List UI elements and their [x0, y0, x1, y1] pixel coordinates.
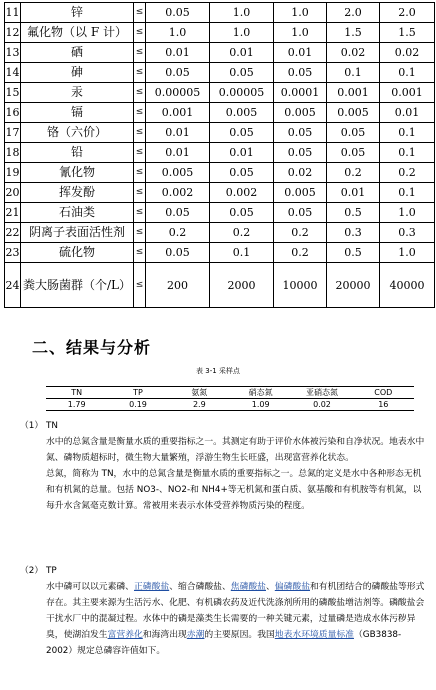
section-tn [20, 418, 426, 514]
sample-table-caption: 表 3-1 采样点 [196, 367, 240, 375]
limit-value-class-1: 0.05 [146, 63, 210, 83]
standard-row [5, 223, 435, 243]
substance-name: 阴离子表面活性剂 [21, 223, 134, 243]
section-tp-title: TP [46, 566, 57, 576]
tp-text-1: 水中磷可以以元素磷、 [46, 582, 134, 592]
limit-value-class-1: 1.0 [146, 23, 210, 43]
row-number: 21 [5, 203, 21, 223]
link-orthophosphate[interactable]: 正磷酸盐 [133, 582, 170, 592]
limit-value-class-1: 0.001 [146, 103, 210, 123]
limit-value-class-5: 0.01 [380, 103, 435, 123]
limit-symbol: ≤ [134, 163, 146, 183]
sample-value-cell: 1.09 [230, 399, 291, 411]
limit-value-class-4: 0.02 [327, 43, 380, 63]
section-tn-paragraph-1: 水中的总氮含量是衡量水质的重要指标之一。其测定有助于评价水体被污染和自净状况。地表水中氮、磷物质超标时，微生物大量繁殖，浮游生物生长旺盛，出现富营养化状态。 [46, 437, 425, 463]
limit-value-class-2: 0.01 [210, 43, 274, 63]
tp-text-2: 、缩合磷酸盐、 [169, 582, 231, 592]
sample-results-table [46, 386, 414, 411]
limit-symbol: ≤ [134, 103, 146, 123]
standard-row [5, 243, 435, 263]
sample-header-cell: 硝态氮 [230, 387, 291, 399]
sample-header-cell: TN [46, 387, 107, 399]
row-number: 17 [5, 123, 21, 143]
limit-value-class-5: 0.001 [380, 83, 435, 103]
sample-header-cell: COD [353, 387, 414, 399]
limit-symbol: ≤ [134, 143, 146, 163]
limit-value-class-4: 2.0 [327, 3, 380, 23]
standard-row [5, 63, 435, 83]
section-tp-paragraph [46, 579, 426, 659]
limit-value-class-1: 0.01 [146, 43, 210, 63]
substance-name: 氰化物 [21, 163, 134, 183]
limit-value-class-4: 0.3 [327, 223, 380, 243]
standard-row [5, 3, 435, 23]
row-number: 11 [5, 3, 21, 23]
standard-row [5, 103, 435, 123]
limit-value-class-2: 0.05 [210, 163, 274, 183]
substance-name: 锌 [21, 3, 134, 23]
limit-value-class-5: 1.5 [380, 23, 435, 43]
limit-value-class-3: 1.0 [274, 3, 327, 23]
limit-value-class-3: 1.0 [274, 23, 327, 43]
limit-value-class-3: 0.02 [274, 163, 327, 183]
limit-value-class-2: 0.2 [210, 223, 274, 243]
limit-value-class-1: 0.2 [146, 223, 210, 243]
section-tn-number: （1） [20, 421, 44, 431]
limit-value-class-2: 0.01 [210, 143, 274, 163]
limit-value-class-4: 0.5 [327, 243, 380, 263]
row-number: 15 [5, 83, 21, 103]
row-number: 19 [5, 163, 21, 183]
limit-value-class-4: 0.001 [327, 83, 380, 103]
limit-value-class-5: 1.0 [380, 243, 435, 263]
limit-symbol: ≤ [134, 43, 146, 63]
limit-symbol: ≤ [134, 83, 146, 103]
standard-row [5, 23, 435, 43]
standard-row [5, 43, 435, 63]
limit-symbol: ≤ [134, 123, 146, 143]
limit-value-class-4: 20000 [327, 263, 380, 308]
limit-value-class-2: 0.05 [210, 63, 274, 83]
limit-value-class-4: 0.05 [327, 123, 380, 143]
sample-table-header-row [46, 387, 414, 399]
limit-value-class-4: 0.1 [327, 63, 380, 83]
link-metaphosphate[interactable]: 偏磷酸盐 [274, 582, 310, 592]
section-tp [20, 563, 426, 659]
row-number: 14 [5, 63, 21, 83]
limit-symbol: ≤ [134, 223, 146, 243]
substance-name: 汞 [21, 83, 134, 103]
sample-value-cell: 2.9 [169, 399, 230, 411]
sample-header-cell: 氨氮 [169, 387, 230, 399]
row-number: 13 [5, 43, 21, 63]
sample-value-cell: 0.19 [107, 399, 168, 411]
sample-value-cell: 0.02 [291, 399, 352, 411]
limit-value-class-2: 2000 [210, 263, 274, 308]
section-tn-title: TN [46, 421, 58, 431]
substance-name: 镉 [21, 103, 134, 123]
substance-name: 铬（六价） [21, 123, 134, 143]
limit-value-class-4: 0.01 [327, 183, 380, 203]
limit-value-class-3: 0.005 [274, 103, 327, 123]
limit-value-class-5: 0.1 [380, 183, 435, 203]
substance-name: 硫化物 [21, 243, 134, 263]
link-pyrophosphate[interactable]: 焦磷酸盐 [230, 582, 266, 592]
limit-value-class-4: 0.5 [327, 203, 380, 223]
tp-text-5: 和海湾出现 [142, 630, 187, 640]
limit-value-class-5: 40000 [380, 263, 435, 308]
limit-value-class-5: 0.1 [380, 63, 435, 83]
limit-symbol: ≤ [134, 183, 146, 203]
limit-value-class-1: 0.05 [146, 3, 210, 23]
link-eutrophication[interactable]: 富营养化 [107, 630, 143, 640]
limit-value-class-5: 1.0 [380, 203, 435, 223]
row-number: 22 [5, 223, 21, 243]
limit-symbol: ≤ [134, 243, 146, 263]
limit-value-class-3: 0.005 [274, 183, 327, 203]
limit-value-class-1: 0.01 [146, 123, 210, 143]
row-number: 20 [5, 183, 21, 203]
limit-value-class-2: 0.005 [210, 103, 274, 123]
standard-row [5, 203, 435, 223]
limit-value-class-3: 0.05 [274, 203, 327, 223]
sample-header-cell: 亚硝态氮 [291, 387, 352, 399]
row-number: 12 [5, 23, 21, 43]
limit-value-class-1: 0.05 [146, 203, 210, 223]
substance-name: 石油类 [21, 203, 134, 223]
limit-value-class-3: 0.05 [274, 63, 327, 83]
limit-value-class-1: 0.005 [146, 163, 210, 183]
limit-value-class-3: 0.01 [274, 43, 327, 63]
standard-row [5, 183, 435, 203]
tp-text-4: 和有机团结合的磷酸盐等形式存在。其主要来源为生活污水、化肥、有机磷农药及近代洗涤剂所用的磷酸盐增洁剂等。磷酸盐会干扰水厂中的混凝过程。水体中的磷是藻类生长需要的一种关键元素，过量磷是造成水体污秽异臭，使湖泊发生 [46, 582, 425, 640]
link-red-tide[interactable]: 赤潮 [186, 630, 205, 640]
substance-name: 粪大肠菌群（个/L） [21, 263, 134, 308]
sample-header-cell: TP [107, 387, 168, 399]
limit-value-class-5: 0.1 [380, 123, 435, 143]
limit-value-class-5: 0.2 [380, 163, 435, 183]
limit-value-class-3: 0.05 [274, 143, 327, 163]
limit-value-class-4: 0.005 [327, 103, 380, 123]
tp-text-6: 的主要原因。我国 [204, 630, 275, 640]
limit-value-class-2: 0.002 [210, 183, 274, 203]
limit-value-class-5: 2.0 [380, 3, 435, 23]
water-quality-standard-table [4, 2, 435, 308]
limit-value-class-3: 10000 [274, 263, 327, 308]
limit-value-class-3: 0.2 [274, 243, 327, 263]
standard-row [5, 163, 435, 183]
limit-value-class-2: 0.05 [210, 203, 274, 223]
limit-value-class-1: 0.00005 [146, 83, 210, 103]
sample-value-cell: 1.79 [46, 399, 107, 411]
tp-text-7: （GB3838-2002）规定总磷容许值如下。 [46, 630, 402, 656]
limit-value-class-2: 1.0 [210, 3, 274, 23]
limit-value-class-1: 0.05 [146, 243, 210, 263]
substance-name: 氟化物（以 F 计） [21, 23, 134, 43]
substance-name: 硒 [21, 43, 134, 63]
standard-row [5, 123, 435, 143]
tp-text-3: 、 [265, 582, 275, 592]
standard-row [5, 83, 435, 103]
substance-name: 砷 [21, 63, 134, 83]
standard-row [5, 143, 435, 163]
limit-value-class-3: 0.0001 [274, 83, 327, 103]
limit-value-class-2: 0.1 [210, 243, 274, 263]
limit-value-class-4: 0.2 [327, 163, 380, 183]
limit-value-class-1: 0.002 [146, 183, 210, 203]
limit-value-class-4: 1.5 [327, 23, 380, 43]
section-heading: 二、结果与分析 [32, 338, 152, 357]
row-number: 18 [5, 143, 21, 163]
row-number: 24 [5, 263, 21, 308]
limit-value-class-2: 0.05 [210, 123, 274, 143]
limit-symbol: ≤ [134, 263, 146, 308]
limit-value-class-2: 0.00005 [210, 83, 274, 103]
sample-table-value-row [46, 399, 414, 411]
row-number: 16 [5, 103, 21, 123]
limit-value-class-3: 0.2 [274, 223, 327, 243]
sample-value-cell: 16 [353, 399, 414, 411]
link-surface-water-standard[interactable]: 地表水环境质量标准 [274, 630, 354, 640]
limit-value-class-1: 200 [146, 263, 210, 308]
substance-name: 挥发酚 [21, 183, 134, 203]
limit-value-class-5: 0.02 [380, 43, 435, 63]
limit-value-class-4: 0.05 [327, 143, 380, 163]
substance-name: 铅 [21, 143, 134, 163]
section-tn-paragraph-2: 总氮，简称为 TN，水中的总氮含量是衡量水质的重要指标之一。总氮的定义是水中各种形态无机和有机氮的总量。包括 NO3-、NO2-和 NH4+等无机氮和蛋白质、氨基酸和有机胺等有机氮，以每升水含氮毫克数计算。常被用来表示水体受营养物质污染的程度。 [46, 469, 422, 511]
limit-symbol: ≤ [134, 63, 146, 83]
section-tp-number: （2） [20, 566, 44, 576]
limit-symbol: ≤ [134, 203, 146, 223]
limit-value-class-5: 0.1 [380, 143, 435, 163]
standard-row [5, 263, 435, 308]
limit-symbol: ≤ [134, 3, 146, 23]
limit-value-class-3: 0.05 [274, 123, 327, 143]
limit-value-class-5: 0.3 [380, 223, 435, 243]
limit-symbol: ≤ [134, 23, 146, 43]
limit-value-class-2: 1.0 [210, 23, 274, 43]
limit-value-class-1: 0.01 [146, 143, 210, 163]
row-number: 23 [5, 243, 21, 263]
